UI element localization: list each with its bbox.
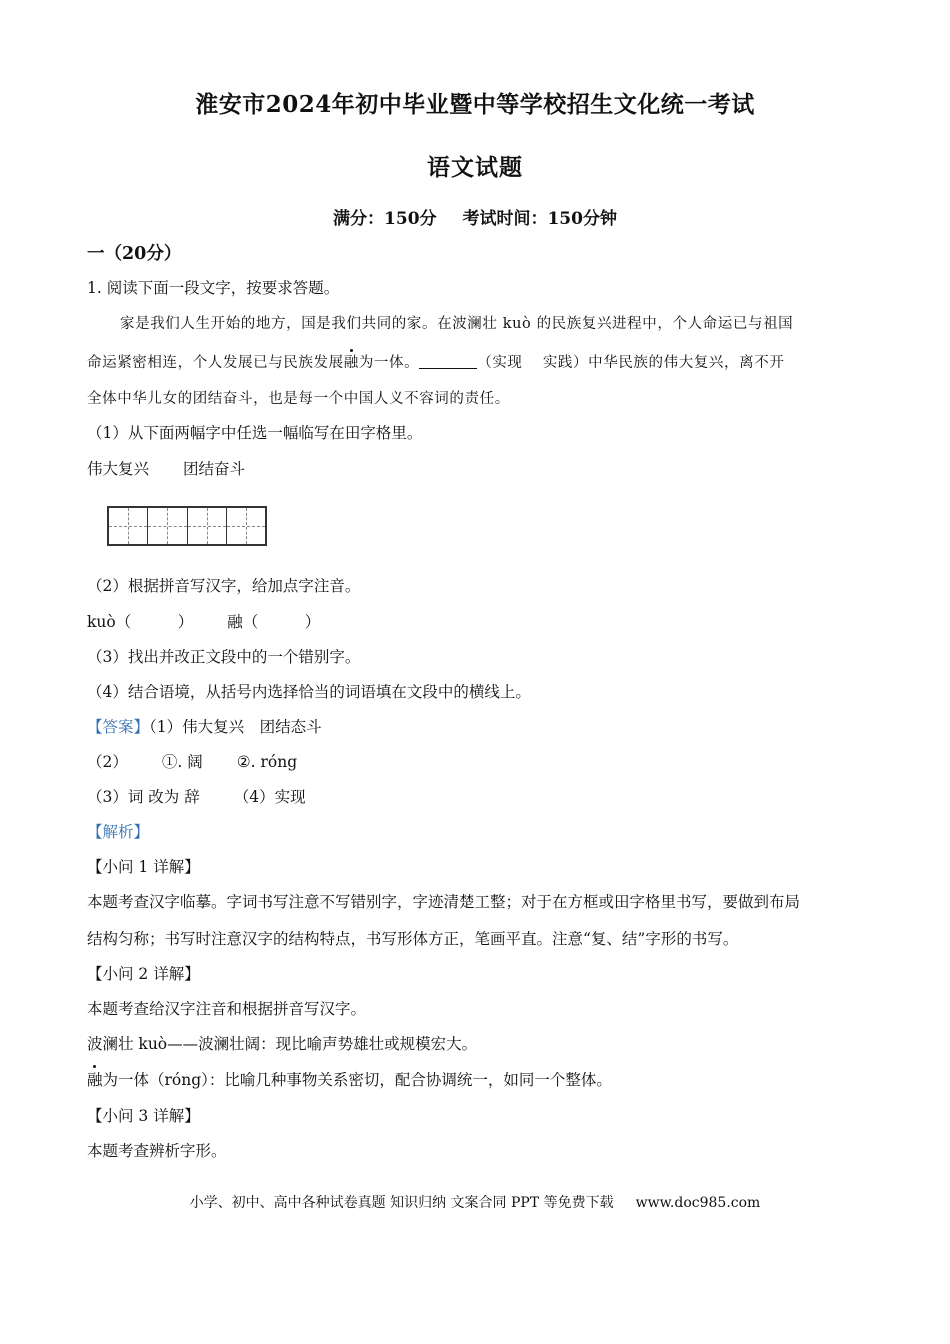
analysis-q2-line-1: 本题考查给汉字注音和根据拼音写汉字。 xyxy=(87,1000,367,1018)
passage-line-2-end: （实现 实践）中华民族的伟大复兴，离不开 xyxy=(477,355,785,371)
dotted-char: 融 xyxy=(343,355,359,371)
analysis-q1-line-2: 结构匀称；书写时注意汉字的结构特点，书写形体方正，笔画平直。注意“复、结”字形的书写。 xyxy=(87,930,739,948)
passage-line-1: 家是我们人生开始的地方，国是我们共同的家。在波澜壮 kuò 的民族复兴进程中，个人命运已与祖国 xyxy=(120,316,794,332)
analysis-q3-line-1: 本题考查辨析字形。 xyxy=(87,1142,227,1160)
exam-title: 淮安市2024年初中毕业暨中等学校招生文化统一考试 xyxy=(195,91,755,118)
page-footer xyxy=(0,1192,950,1212)
analysis-q2-heading: 【小问 2 详解】 xyxy=(87,965,200,983)
pinyin-blank-b: 融（ ） xyxy=(227,613,321,631)
footer-url[interactable]: www.doc985.com xyxy=(635,1195,761,1211)
fill-blank xyxy=(419,354,477,369)
exam-time: 考试时间：150分钟 xyxy=(462,209,617,229)
copy-word-2: 团结奋斗 xyxy=(183,460,246,478)
passage-line-2-start: 命运紧密相连，个人发展已与民族发展 xyxy=(87,355,344,371)
answer-2b: ②. róng xyxy=(236,753,298,771)
grid-cell xyxy=(109,508,148,544)
section-heading: 一（20分） xyxy=(87,244,182,264)
grid-cell xyxy=(227,508,265,544)
answer-4: （4）实现 xyxy=(233,788,306,806)
answer-line-3 xyxy=(87,785,306,807)
analysis-q2-line-3-rest: 为一体（róng）：比喻几种事物关系密切，配合协调统一，如同一个整体。 xyxy=(102,1071,612,1089)
answer-2-label: （2） xyxy=(87,753,128,771)
dotted-char: 融 xyxy=(87,1071,103,1089)
subquestion-3: （3）找出并改正文段中的一个错别字。 xyxy=(87,648,361,666)
analysis-q1-line-1: 本题考查汉字临摹。字词书写注意不写错别字，字迹清楚工整；对于在方框或田字格里书写，要做到布局 xyxy=(87,893,801,911)
answer-line-1 xyxy=(87,715,322,737)
analysis-tag: 【解析】 xyxy=(87,823,150,841)
passage-line-2 xyxy=(87,351,784,372)
answer-1: （1）伟大复兴 团结态斗 xyxy=(149,718,322,736)
copy-words xyxy=(87,457,245,479)
pinyin-blanks xyxy=(87,610,320,632)
full-score: 满分：150分 xyxy=(333,209,437,229)
subquestion-1: （1）从下面两幅字中任选一幅临写在田字格里。 xyxy=(87,424,423,442)
exam-meta xyxy=(0,204,950,229)
answer-line-2 xyxy=(87,750,297,772)
answer-tag: 【答案】 xyxy=(87,718,150,736)
analysis-q2-line-3 xyxy=(87,1068,612,1090)
analysis-q3-heading: 【小问 3 详解】 xyxy=(87,1107,200,1125)
analysis-q1-heading: 【小问 1 详解】 xyxy=(87,858,200,876)
answer-3: （3）词 改为 辞 xyxy=(87,788,200,806)
grid-cell xyxy=(188,508,227,544)
footer-text: 小学、初中、高中各种试卷真题 知识归纳 文案合同 PPT 等免费下载 xyxy=(189,1195,614,1211)
subquestion-4: （4）结合语境，从括号内选择恰当的词语填在文段中的横线上。 xyxy=(87,683,531,701)
passage-line-3: 全体中华儿女的团结奋斗，也是每一个中国人义不容词的责任。 xyxy=(87,391,510,407)
answer-2a: ①. 阔 xyxy=(161,753,203,771)
pinyin-blank-a: kuò（ ） xyxy=(87,613,194,631)
question-stem: 1. 阅读下面一段文字，按要求答题。 xyxy=(87,279,340,297)
passage-line-2-mid: 为一体。 xyxy=(358,355,420,371)
exam-subtitle: 语文试题 xyxy=(427,154,523,181)
tianzige-grid xyxy=(107,506,267,546)
copy-word-1: 伟大复兴 xyxy=(87,460,150,478)
analysis-q2-line-2: 波澜壮 kuò——波澜壮阔：现比喻声势雄壮或规模宏大。 xyxy=(87,1035,478,1053)
subquestion-2: （2）根据拼音写汉字，给加点字注音。 xyxy=(87,577,361,595)
grid-cell xyxy=(148,508,187,544)
